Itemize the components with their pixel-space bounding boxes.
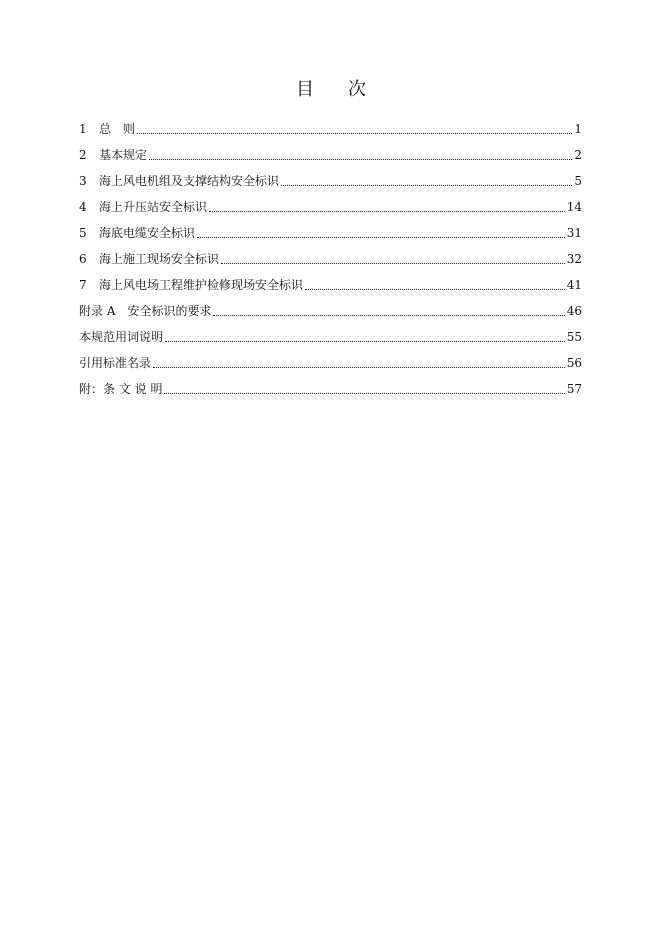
toc-entry-page: 41 <box>566 278 582 292</box>
toc-entry-page: 56 <box>566 356 582 370</box>
toc-title <box>0 78 662 102</box>
toc-entry-number: 2 <box>79 148 87 162</box>
toc-entry-3[interactable] <box>79 163 582 189</box>
toc-entry-label: 海上风电机组及支撑结构安全标识 <box>99 174 280 188</box>
toc-entry-referenced-standards[interactable] <box>79 345 582 371</box>
toc-entry-number: 6 <box>79 252 87 266</box>
toc-entry-4[interactable] <box>79 189 582 215</box>
toc-entry-page: 1 <box>574 122 582 136</box>
toc-entry-label: 总 则 <box>99 122 136 136</box>
toc-entry-label: 本规范用词说明 <box>79 330 164 344</box>
toc-entry-page: 2 <box>574 148 582 162</box>
toc-entry-label: 附录 A 安全标识的要求 <box>79 304 212 318</box>
toc-entry-page: 14 <box>566 200 582 214</box>
toc-dot-leader <box>164 383 564 394</box>
toc-dot-leader <box>281 175 572 186</box>
toc-entry-label: 附：条 文 说 明 <box>79 382 163 396</box>
toc-entry-page: 57 <box>566 382 582 396</box>
toc-entry-wording-explanation[interactable] <box>79 319 582 345</box>
toc-entry-label: 基本规定 <box>99 148 148 162</box>
toc-entry-page: 31 <box>566 226 582 240</box>
toc-entry-number: 5 <box>79 226 87 240</box>
toc-entry-1[interactable] <box>79 111 582 137</box>
toc-entry-page: 46 <box>566 304 582 318</box>
toc-title-char-1: 目 <box>296 79 314 100</box>
toc-entry-label: 海底电缆安全标识 <box>99 226 196 240</box>
toc-entry-label: 引用标准名录 <box>79 356 152 370</box>
toc-dot-leader <box>137 123 572 134</box>
toc-dot-leader <box>209 201 565 212</box>
toc-entry-page: 5 <box>574 174 582 188</box>
toc-dot-leader <box>165 331 565 342</box>
toc-entry-number: 3 <box>79 174 87 188</box>
toc-entry-clause-explanation[interactable] <box>79 371 582 397</box>
toc-entry-label: 海上升压站安全标识 <box>99 200 208 214</box>
toc-entry-page: 55 <box>566 330 582 344</box>
toc-dot-leader <box>213 305 564 316</box>
toc-entry-number: 4 <box>79 200 87 214</box>
toc-title-char-2: 次 <box>348 79 366 100</box>
toc-entry-2[interactable] <box>79 137 582 163</box>
toc-entry-number: 7 <box>79 278 87 292</box>
toc-entry-label: 海上风电场工程维护检修现场安全标识 <box>99 278 304 292</box>
toc-entry-6[interactable] <box>79 241 582 267</box>
toc-dot-leader <box>149 149 572 160</box>
toc-dot-leader <box>305 279 565 290</box>
toc-entry-number: 1 <box>79 122 87 136</box>
toc-entry-7[interactable] <box>79 267 582 293</box>
toc-entry-label: 海上施工现场安全标识 <box>99 252 220 266</box>
toc-dot-leader <box>197 227 565 238</box>
toc-dot-leader <box>221 253 565 264</box>
toc-entry-appendix-a[interactable] <box>79 293 582 319</box>
toc-entry-page: 32 <box>566 252 582 266</box>
toc-list <box>79 111 582 397</box>
toc-dot-leader <box>153 357 565 368</box>
toc-entry-5[interactable] <box>79 215 582 241</box>
